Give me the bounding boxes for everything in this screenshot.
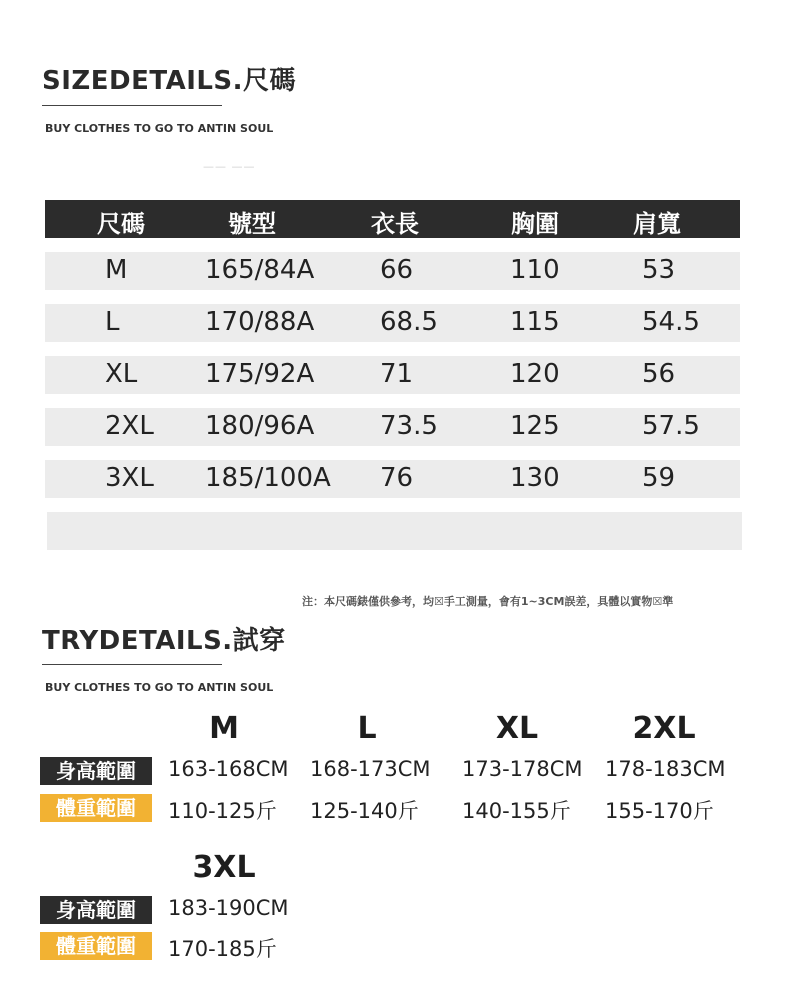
height-xl: 173-178CM	[462, 757, 583, 781]
cell-length: 68.5	[380, 307, 438, 337]
cell-model: 165/84A	[205, 255, 315, 285]
cell-model: 170/88A	[205, 307, 315, 337]
header-length: 衣長	[371, 210, 419, 238]
cell-model: 185/100A	[205, 463, 331, 493]
cell-shoulder: 53	[642, 255, 676, 285]
cell-length: 76	[380, 463, 414, 493]
size-table-header	[45, 200, 740, 238]
height-range-label: 身高範圍	[40, 757, 152, 785]
weight-range-label: 體重範圍	[40, 932, 152, 960]
try-size-xl: XL	[495, 711, 539, 746]
cell-model: 175/92A	[205, 359, 315, 389]
cell-chest: 110	[510, 255, 560, 285]
cell-length: 73.5	[380, 411, 438, 441]
cell-chest: 120	[510, 359, 560, 389]
table-row	[45, 408, 740, 446]
header-size: 尺碼	[97, 210, 145, 238]
cell-shoulder: 59	[642, 463, 676, 493]
cell-length: 66	[380, 255, 414, 285]
cell-size: L	[105, 307, 120, 337]
height-3xl: 183-190CM	[168, 896, 289, 920]
try-size-2xl: 2XL	[632, 711, 696, 746]
table-row	[45, 252, 740, 290]
weight-2xl: 155-170斤	[605, 799, 714, 823]
cell-size: 2XL	[105, 411, 154, 441]
height-range-label: 身高範圍	[40, 896, 152, 924]
cell-shoulder: 54.5	[642, 307, 700, 337]
size-note: 注：本尺碼錶僅供參考，均☒手工測量，會有1~3CM誤差，具體以實物☒準	[302, 595, 674, 608]
try-tagline: BUY CLOTHES TO GO TO ANTIN SOUL	[45, 681, 274, 694]
height-l: 168-173CM	[310, 757, 431, 781]
cell-model: 180/96A	[205, 411, 315, 441]
cell-size: 3XL	[105, 463, 154, 493]
empty-table-row	[47, 512, 742, 550]
weight-m: 110-125斤	[168, 799, 277, 823]
height-m: 163-168CM	[168, 757, 289, 781]
table-row	[45, 356, 740, 394]
size-section-title: SIZEDETAILS.尺碼	[42, 66, 297, 96]
decorative-dashes: —— ——	[203, 160, 256, 173]
cell-length: 71	[380, 359, 414, 389]
try-size-m: M	[209, 711, 239, 746]
try-size-3xl: 3XL	[192, 850, 256, 885]
weight-xl: 140-155斤	[462, 799, 571, 823]
header-chest: 胸圍	[511, 210, 559, 238]
header-shoulder: 肩寬	[633, 210, 681, 238]
try-title-rule	[42, 664, 222, 665]
size-title-rule	[42, 105, 222, 106]
cell-chest: 115	[510, 307, 560, 337]
weight-3xl: 170-185斤	[168, 937, 277, 961]
table-row	[45, 460, 740, 498]
try-section-title: TRYDETAILS.試穿	[42, 626, 286, 656]
size-tagline: BUY CLOTHES TO GO TO ANTIN SOUL	[45, 122, 274, 135]
cell-shoulder: 57.5	[642, 411, 700, 441]
weight-range-label: 體重範圍	[40, 794, 152, 822]
cell-chest: 125	[510, 411, 560, 441]
cell-shoulder: 56	[642, 359, 676, 389]
table-row	[45, 304, 740, 342]
cell-size: XL	[105, 359, 138, 389]
cell-chest: 130	[510, 463, 560, 493]
height-2xl: 178-183CM	[605, 757, 726, 781]
cell-size: M	[105, 255, 128, 285]
weight-l: 125-140斤	[310, 799, 419, 823]
header-model: 號型	[228, 210, 276, 238]
try-size-l: L	[357, 711, 377, 746]
